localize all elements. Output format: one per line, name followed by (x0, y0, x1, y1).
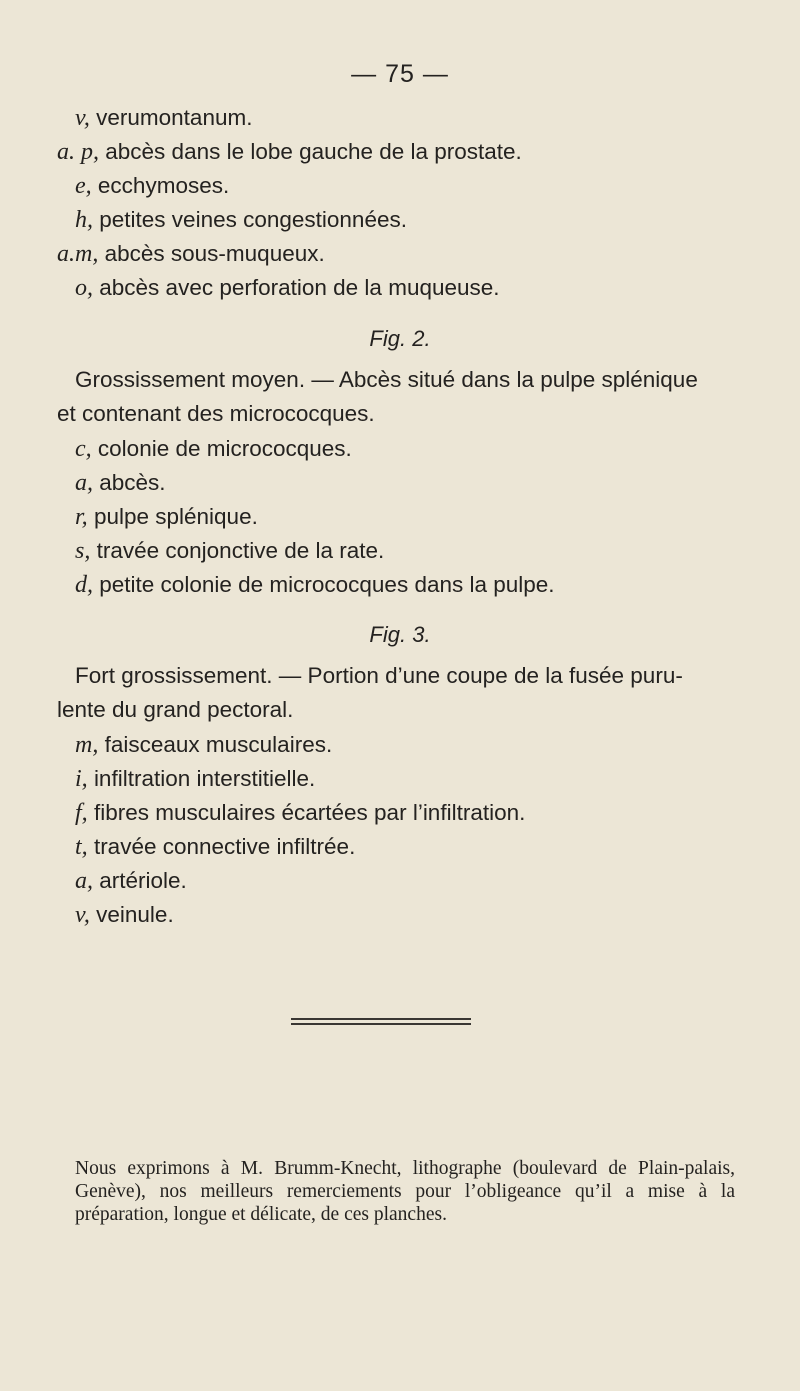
legend-item (57, 241, 325, 267)
legend-label: v, (75, 902, 90, 928)
legend-text: ecchymoses. (97, 173, 230, 198)
legend-text: verumontanum. (96, 105, 253, 130)
legend-item (75, 275, 500, 301)
legend-label: a, (75, 470, 93, 496)
legend-item (75, 504, 258, 530)
separator-rule (291, 1018, 471, 1020)
fig3-heading: Fig. 3. (369, 622, 431, 647)
legend-label: t, (75, 834, 88, 860)
legend-item (75, 105, 252, 131)
legend-text: infiltration interstitielle. (93, 766, 316, 791)
legend-label: i, (75, 766, 88, 792)
legend-item (75, 902, 174, 928)
legend-item (75, 572, 555, 598)
fig2-heading: Fig. 2. (369, 326, 431, 351)
legend-label: v, (75, 105, 90, 131)
legend-label: a. p, (57, 139, 99, 165)
legend-text: pulpe splénique. (93, 504, 258, 529)
legend-label: c, (75, 436, 92, 462)
legend-item (75, 766, 315, 792)
separator-rule (291, 1023, 471, 1025)
legend-item (75, 207, 407, 233)
fig2-description: et contenant des micrococques. (57, 401, 375, 426)
fig2-description: Grossissement moyen. — Abcès situé dans la pulpe splénique (75, 367, 698, 392)
legend-text: faisceaux musculaires. (104, 732, 333, 757)
legend-item (57, 139, 522, 165)
legend-text: fibres musculaires écartées par l’infiltration. (93, 800, 526, 825)
legend-item (75, 436, 352, 462)
legend-label: e, (75, 173, 92, 199)
legend-label: o, (75, 275, 93, 301)
legend-text: travée conjonctive de la rate. (96, 538, 385, 563)
legend-label: r, (75, 504, 88, 530)
legend-label: f, (75, 800, 88, 826)
legend-text: abcès sous-muqueux. (104, 241, 325, 266)
legend-text: artériole. (99, 868, 187, 893)
legend-label: a, (75, 868, 93, 894)
page-number: — 75 — (351, 60, 449, 88)
legend-label: m, (75, 732, 99, 758)
legend-label: h, (75, 207, 93, 233)
legend-item (75, 732, 332, 758)
legend-text: veinule. (96, 902, 174, 927)
legend-text: petites veines congestionnées. (99, 207, 407, 232)
legend-label: s, (75, 538, 91, 564)
legend-text: petite colonie de micrococques dans la pulpe. (99, 572, 555, 597)
legend-item (75, 868, 187, 894)
legend-text: abcès avec perforation de la muqueuse. (99, 275, 500, 300)
legend-item (75, 470, 166, 496)
fig3-description: lente du grand pectoral. (57, 697, 294, 722)
legend-item (75, 800, 525, 826)
legend-label: a.m, (57, 241, 99, 267)
legend-item (75, 538, 384, 564)
fig3-description: Fort grossissement. — Portion d’une coupe de la fusée puru- (75, 663, 683, 688)
legend-text: colonie de micrococques. (97, 436, 352, 461)
legend-text: abcès dans le lobe gauche de la prostate. (105, 139, 522, 164)
legend-label: d, (75, 572, 93, 598)
legend-item (75, 173, 229, 199)
legend-text: travée connective infiltrée. (93, 834, 356, 859)
footnote: Nous exprimons à M. Brumm-Knecht, lithographe (boulevard de Plain-palais, Genève), nos meilleurs remerciements pour l’obligeance qu’il a mise à la préparation, longue et délicate, de ces planches. (75, 1158, 735, 1225)
legend-item (75, 834, 355, 860)
legend-text: abcès. (99, 470, 166, 495)
